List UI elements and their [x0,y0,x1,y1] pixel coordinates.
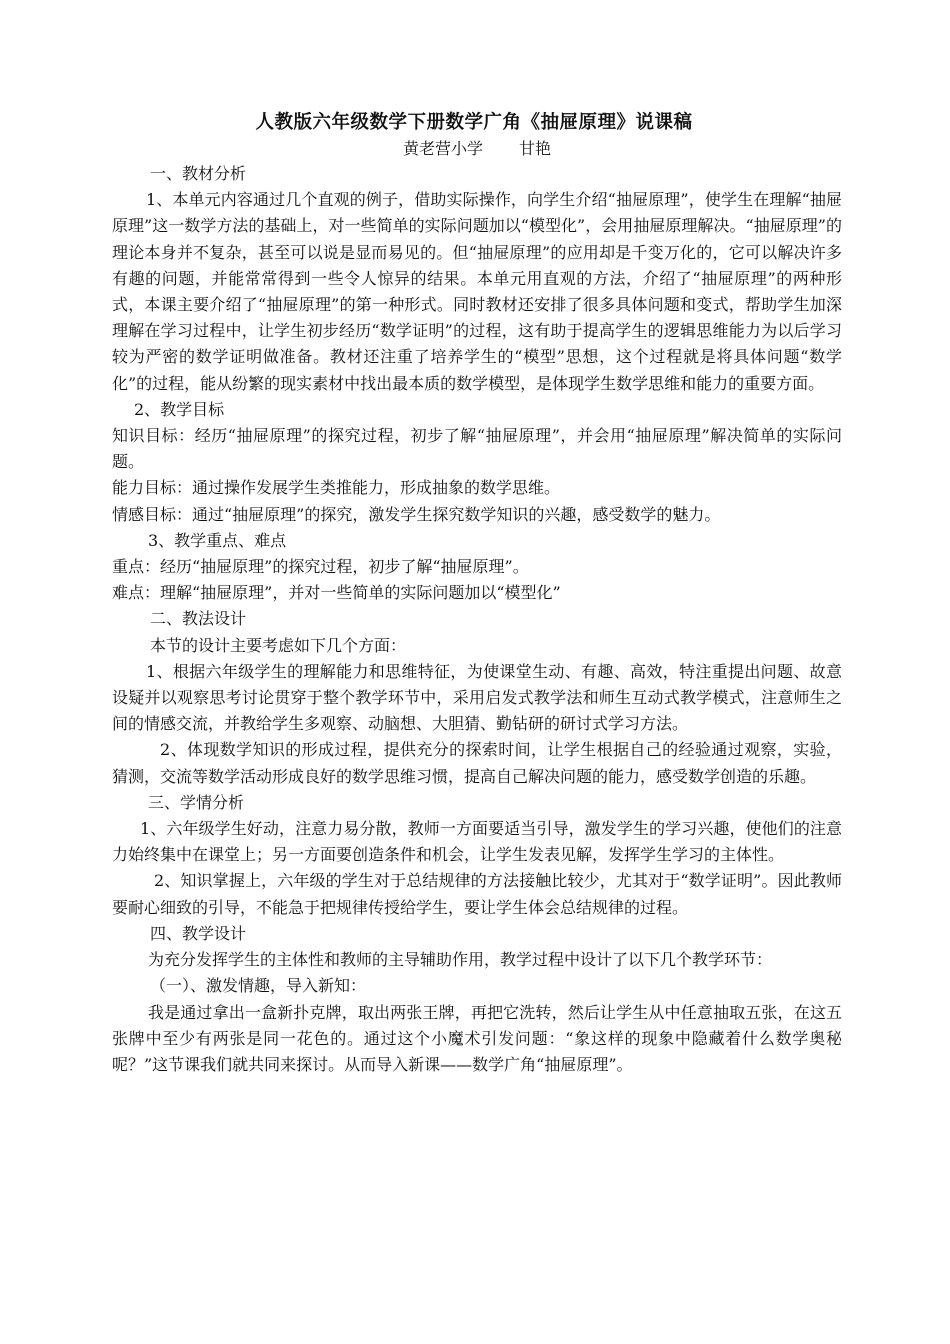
author-school: 黄老营小学 [402,139,483,158]
paragraph: 1、六年级学生好动，注意力易分散，教师一方面要适当引导，激发学生的学习兴趣，使他们的注意力始终集中在课堂上；另一方面要创造条件和机会，让学生发表见解，发挥学生学习的主体性。 [112,819,842,865]
paragraph: 本节的设计主要考虑如下几个方面： [150,635,407,655]
paragraph: 1、根据六年级学生的理解能力和思维特征，为使课堂生动、有趣、高效，特注重提出问题、故意设疑并以观察思考讨论贯穿于整个教学环节中，采用启发式教学法和师生互动式教学模式，注意师生之间的情感交流，并教给学生多观察、动脑想、大胆猜、勤钻研的研讨式学习方法。 [112,661,842,734]
difficult-point: 难点：理解“抽屉原理”，并对一些简单的实际问题加以“模型化” [112,583,561,603]
paragraph: 为充分发挥学生的主体性和教师的主导辅助作用，教学过程中设计了以下几个教学环节： [148,950,773,970]
section-heading-2: 二、教法设计 [150,609,247,629]
author-line [112,138,842,160]
paragraph: 1、本单元内容通过几个直观的例子，借助实际操作，向学生介绍“抽屉原理”，使学生在理解“抽屉原理”这一数学方法的基础上，对一些简单的实际问题加以“模型化”，会用抽屉原理解决。“抽屉原理”的理论本身并不复杂，甚至可以说是显而易见的。但“抽屉原理”的应用却是千变万化的，它可以解决许多有趣的问题，并能常常得到一些令人惊异的结果。本单元用直观的方法，介绍了“抽屉原理”的两种形式，本课主要介绍了“抽屉原理”的第一种形式。同时教材还安排了很多具体问题和变式，帮助学生加深理解在学习过程中，让学生初步经历“数学证明”的过程，这有助于提高学生的逻辑思维能力为以后学习较为严密的数学证明做准备。教材还注重了培养学生的“模型”思想，这个过程就是将具体问题“数学化”的过程，能从纷繁的现实素材中找出最本质的数学模型，是体现学生数学思维和能力的重要方面。 [112,190,842,393]
goal-emotion: 情感目标：通过“抽屉原理”的探究，激发学生探究数学知识的兴趣，感受数学的魅力。 [112,504,721,524]
paragraph: 2、体现数学知识的形成过程，提供充分的探索时间，让学生根据自己的经验通过观察，实验，猜测，交流等数学活动形成良好的数学思维习惯，提高自己解决问题的能力，感受数学创造的乐趣。 [112,740,842,786]
document-title: 人教版六年级数学下册数学广角《抽屉原理》说课稿 [255,112,693,133]
paragraph: 我是通过拿出一盒新扑克牌，取出两张王牌，再把它洗转，然后让学生从中任意抽取五张，在这五张牌中至少有两张是同一花色的。通过这个小魔术引发问题：“象这样的现象中隐藏着什么数学奥秘呢？”这节课我们就共同来探讨。从而导入新课——数学广角“抽屉原理”。 [112,1002,842,1074]
paragraph: 2、知识掌握上，六年级的学生对于总结规律的方法接触比较少，尤其对于“数学证明”。因此教师要耐心细致的引导，不能急于把规律传授给学生，要让学生体会总结规律的过程。 [112,871,842,917]
section-heading-4: 四、教学设计 [150,923,247,943]
goal-ability: 能力目标：通过操作发展学生类推能力，形成抽象的数学思维。 [112,478,561,498]
section-heading-3: 三、学情分析 [148,792,245,812]
subsection-heading: 3、教学重点、难点 [148,530,287,550]
document-page [112,108,842,1078]
key-point: 重点：经历“抽屉原理”的探究过程，初步了解“抽屉原理”。 [112,557,529,577]
goal-knowledge: 知识目标：经历“抽屉原理”的探究过程，初步了解“抽屉原理”，并会用“抽屉原理”解决简单的实际问题。 [112,426,842,472]
step-heading: （一）、激发情趣，导入新知： [150,976,367,996]
author-name: 甘艳 [519,139,552,158]
section-heading-1: 一、教材分析 [150,164,247,183]
subsection-heading: 2、教学目标 [134,399,225,419]
